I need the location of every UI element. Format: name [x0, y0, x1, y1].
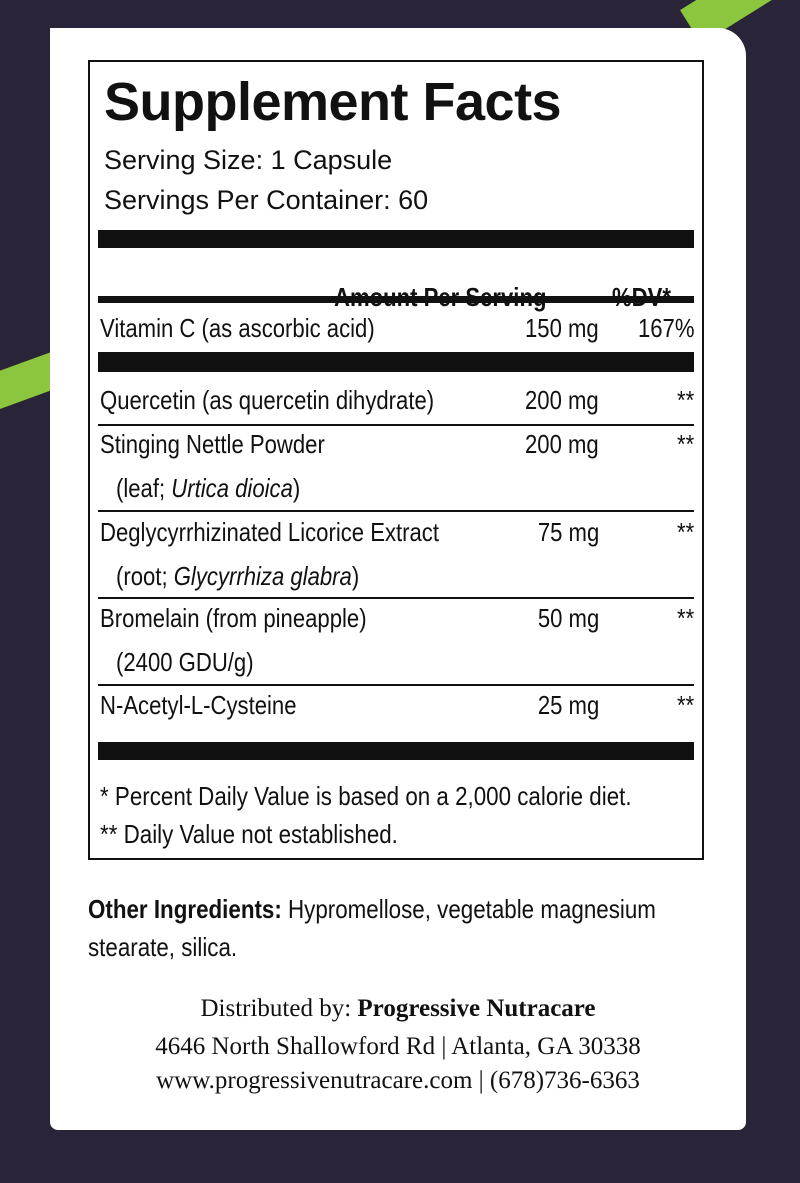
nutrient-dv: 167%: [637, 313, 694, 343]
nutrient-amount: 200 mg: [525, 385, 599, 415]
supplement-facts-panel: [88, 60, 704, 860]
label-card: [50, 28, 746, 1130]
nutrient-name: Deglycyrrhizinated Licorice Extract: [100, 517, 439, 547]
nutrient-name: N-Acetyl-L-Cysteine: [100, 690, 297, 720]
nutrient-dv: **: [676, 385, 694, 415]
serving-size: Serving Size: 1 Capsule: [104, 145, 393, 175]
nutrient-name: Stinging Nettle Powder: [100, 429, 325, 459]
distributor-address: 4646 North Shallowford Rd | Atlanta, GA 30338: [155, 1033, 641, 1060]
nutrient-dv: **: [676, 517, 694, 547]
nutrient-dv: **: [676, 603, 694, 633]
row-divider: [98, 684, 694, 686]
footnote-dv: * Percent Daily Value is based on a 2,000 calorie diet.: [100, 781, 632, 811]
row-divider: [98, 510, 694, 512]
distributor-contact: www.progressivenutracare.com | (678)736-6363: [156, 1067, 640, 1094]
nutrient-amount: 75 mg: [537, 517, 599, 547]
thick-divider: [98, 230, 694, 248]
other-ingredients-text: Hypromellose, vegetable magnesium stearate, silica.: [88, 894, 656, 962]
footnote-not-established: ** Daily Value not established.: [100, 819, 398, 849]
thick-divider: [98, 352, 694, 372]
nutrient-amount: 50 mg: [537, 603, 599, 633]
nutrient-amount: 200 mg: [525, 429, 599, 459]
nutrient-dv: **: [676, 690, 694, 720]
nutrient-dv: **: [676, 429, 694, 459]
distributor-name: Progressive Nutracare: [357, 995, 596, 1022]
distributor-line: Distributed by: Progressive Nutracare: [200, 995, 596, 1022]
nutrient-source: (root; Glycyrrhiza glabra): [116, 561, 360, 591]
thick-divider: [98, 742, 694, 760]
nutrient-name: Quercetin (as quercetin dihydrate): [100, 385, 435, 415]
nutrient-amount: 25 mg: [537, 690, 599, 720]
row-divider: [98, 424, 694, 426]
medium-divider: [98, 296, 694, 303]
other-ingredients-label: Other Ingredients:: [88, 894, 282, 924]
nutrient-amount: 150 mg: [525, 313, 599, 343]
nutrient-source: (leaf; Urtica dioica): [116, 473, 301, 503]
servings-per-container: Servings Per Container: 60: [104, 185, 429, 215]
row-divider: [98, 597, 694, 599]
nutrient-source: (2400 GDU/g): [116, 647, 254, 677]
nutrient-name: Vitamin C (as ascorbic acid): [100, 313, 375, 343]
other-ingredients: [88, 890, 707, 966]
nutrient-name: Bromelain (from pineapple): [100, 603, 367, 633]
panel-title: Supplement Facts: [104, 72, 562, 132]
